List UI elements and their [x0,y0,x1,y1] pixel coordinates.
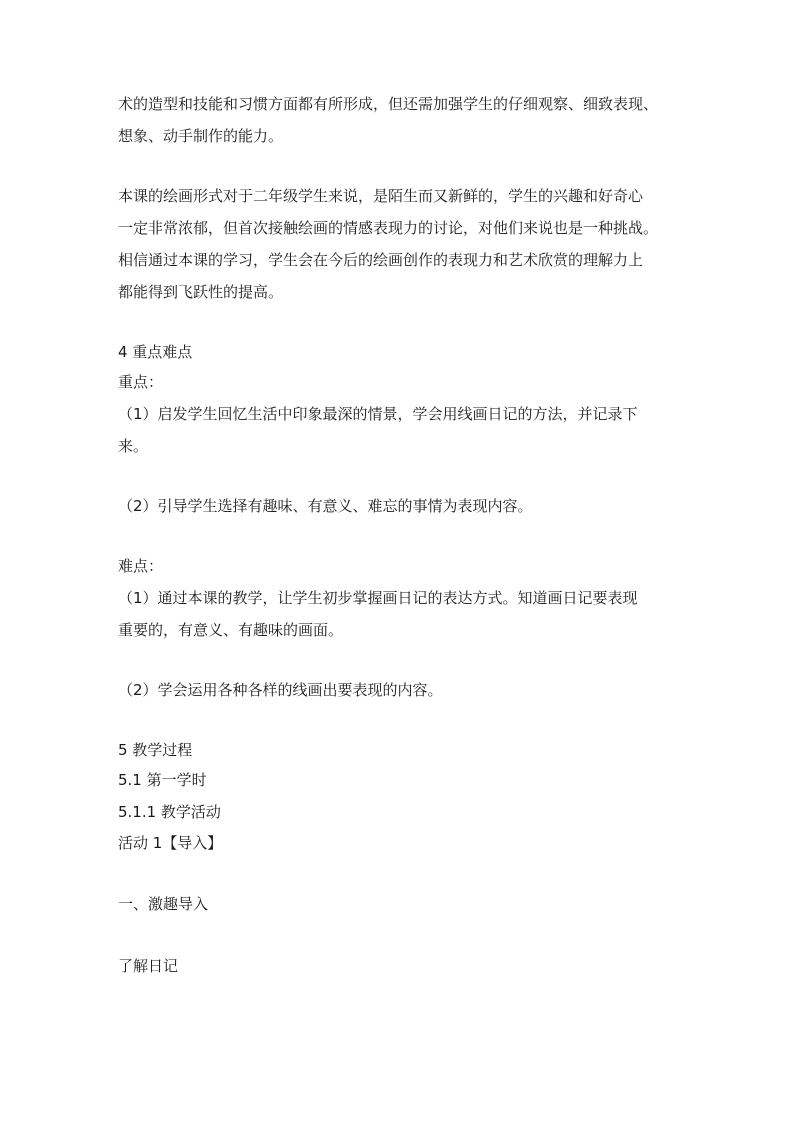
paragraph-lesson-line-1: 本课的绘画形式对于二年级学生来说，是陌生而又新鲜的，学生的兴趣和好奇心 [118,187,644,205]
heading-activities: 5.1.1 教学活动 [118,803,221,821]
label-key: 重点： [118,373,164,391]
difficult-point-1-line-2: 重要的，有意义、有趣味的画面。 [118,621,344,639]
key-point-2: （2）引导学生选择有趣味、有意义、难忘的事情为表现内容。 [118,497,533,515]
paragraph-intro-line-2: 想象、动手制作的能力。 [118,127,284,145]
paragraph-lesson-line-4: 都能得到飞跃性的提高。 [118,283,284,301]
activity-1: 活动 1【导入】 [118,834,223,852]
difficult-point-2: （2）学会运用各种各样的线画出要表现的内容。 [118,681,443,699]
heading-period: 5.1 第一学时 [118,771,207,789]
paragraph-lesson-line-3: 相信通过本课的学习，学生会在今后的绘画创作的表现力和艺术欣赏的理解力上 [118,251,644,269]
key-point-1-line-2: 来。 [118,437,149,455]
paragraph-intro-line-1: 术的造型和技能和习惯方面都有所形成，但还需加强学生的仔细观察、细致表现、 [118,95,659,113]
difficult-point-1-line-1: （1）通过本课的教学，让学生初步掌握画日记的表达方式。知道画日记要表现 [118,589,638,607]
paragraph-lesson-line-2: 一定非常浓郁，但首次接触绘画的情感表现力的讨论，对他们来说也是一种挑战。 [118,219,659,237]
key-point-1-line-1: （1）启发学生回忆生活中印象最深的情景，学会用线画日记的方法，并记录下 [118,405,638,423]
heading-process: 5 教学过程 [118,741,193,759]
item-diary: 了解日记 [118,957,179,975]
label-difficult: 难点： [118,557,164,575]
heading-key-points: 4 重点难点 [118,343,193,361]
section-intro: 一、激趣导入 [118,895,209,913]
